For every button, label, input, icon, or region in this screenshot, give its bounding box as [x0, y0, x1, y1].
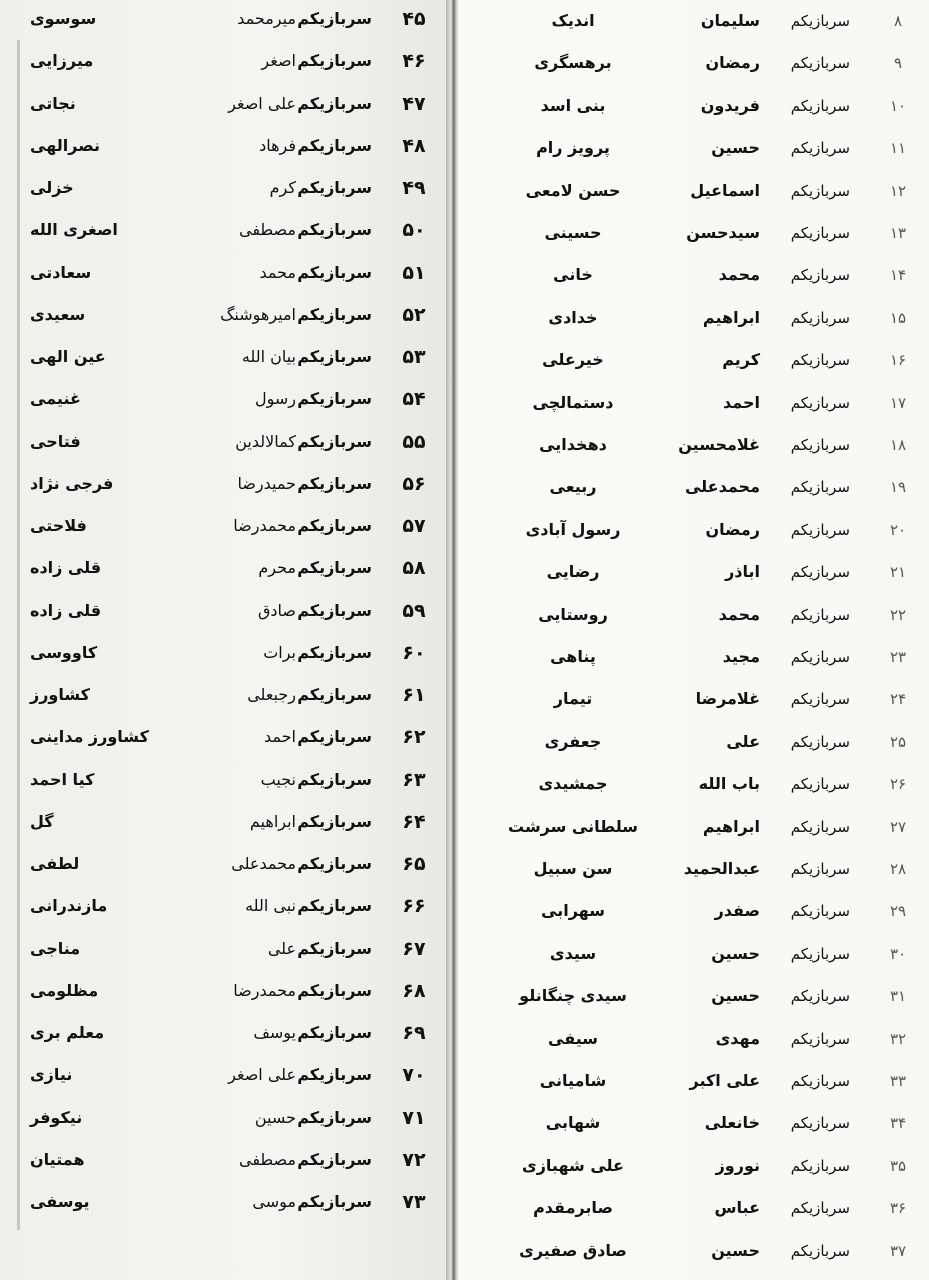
- first-name: حسین: [254, 1107, 296, 1127]
- row-number: ۲۵: [889, 732, 907, 751]
- last-name: حسن لامعی: [525, 180, 621, 200]
- first-name: صادق: [258, 600, 296, 620]
- first-name: احمد: [264, 727, 296, 747]
- first-name: کرم: [269, 178, 296, 197]
- rank-label: سربازیکم: [297, 558, 372, 578]
- rank-label: سربازیکم: [297, 135, 372, 155]
- row-number: ۵۴: [402, 388, 426, 411]
- rank-label: سربازیکم: [790, 139, 850, 158]
- row-number: ۴۸: [402, 134, 426, 157]
- first-name: حسین: [711, 986, 760, 1006]
- last-name: خیرعلی: [542, 350, 604, 370]
- row-number: ۶۰: [402, 641, 426, 664]
- row-number: ۵۷: [402, 515, 426, 537]
- roster-row: [458, 303, 929, 333]
- last-name: فلاحتی: [30, 516, 87, 535]
- row-number: ۴۵: [402, 8, 426, 30]
- row-number: ۱۹: [889, 478, 907, 497]
- first-name: عبدالحمید: [683, 859, 760, 878]
- last-name: پرویز رام: [536, 138, 610, 158]
- rank-label: سربازیکم: [297, 516, 372, 535]
- last-name: برهسگری: [534, 53, 612, 73]
- last-name: سن سبیل: [533, 859, 613, 878]
- first-name: محمد: [718, 265, 760, 285]
- first-name: ابراهیم: [702, 307, 760, 327]
- roster-row: [0, 638, 446, 668]
- row-number: ۲۱: [889, 563, 907, 582]
- row-number: ۵۲: [402, 303, 426, 326]
- first-name: بیان الله: [241, 347, 296, 366]
- last-name: یوسفی: [30, 1192, 90, 1211]
- last-name: شامیانی: [539, 1071, 607, 1090]
- roster-row: [458, 260, 929, 290]
- last-name: جمشیدی: [538, 774, 608, 794]
- first-name: حسین: [711, 943, 760, 963]
- rank-label: سربازیکم: [790, 96, 850, 115]
- roster-row: [0, 596, 446, 626]
- first-name: نوروز: [715, 1155, 760, 1175]
- roster-row: [458, 727, 929, 757]
- last-name: جعفری: [544, 731, 602, 751]
- rank-label: سربازیکم: [297, 854, 372, 873]
- rank-label: سربازیکم: [790, 732, 850, 751]
- row-number: ۶۱: [402, 684, 426, 706]
- roster-row: [0, 1018, 446, 1048]
- row-number: ۳۴: [889, 1114, 907, 1133]
- last-name: ربیعی: [549, 477, 597, 497]
- rank-label: سربازیکم: [297, 473, 372, 493]
- roster-row: [458, 388, 929, 418]
- rank-label: سربازیکم: [297, 347, 372, 366]
- roster-row: [0, 215, 446, 245]
- row-number: ۵۹: [402, 599, 426, 622]
- roster-row: [458, 1066, 929, 1096]
- roster-row: [0, 300, 446, 330]
- roster-row: [458, 1151, 929, 1181]
- row-number: ۱۳: [889, 224, 907, 242]
- rank-label: سربازیکم: [790, 648, 850, 666]
- rank-label: سربازیکم: [790, 520, 850, 539]
- last-name: همتیان: [30, 1149, 85, 1169]
- rank-label: سربازیکم: [790, 393, 850, 412]
- row-number: ۵۸: [402, 557, 426, 580]
- roster-row: [0, 342, 446, 372]
- rank-label: سربازیکم: [790, 987, 850, 1006]
- first-name: مجید: [722, 647, 760, 666]
- roster-row: [458, 812, 929, 842]
- roster-row: [458, 218, 929, 248]
- roster-row: [458, 1024, 929, 1054]
- rank-label: سربازیکم: [297, 642, 372, 662]
- rank-label: سربازیکم: [790, 690, 850, 709]
- first-name: کمالالدین: [235, 431, 296, 451]
- row-number: ۲۴: [889, 690, 907, 709]
- first-name: اباذر: [725, 562, 760, 582]
- first-name: غلامحسین: [678, 435, 760, 454]
- row-number: ۹: [893, 54, 903, 73]
- rank-label: سربازیکم: [790, 775, 850, 794]
- roster-row: [458, 1193, 929, 1223]
- first-name: احمد: [723, 392, 760, 412]
- last-name: نصرالهی: [30, 135, 100, 155]
- roster-row: [0, 807, 446, 837]
- roster-row: [0, 427, 446, 457]
- row-number: ۲۸: [889, 860, 907, 878]
- first-name: رمضان: [705, 53, 760, 73]
- row-number: ۴۶: [402, 50, 426, 73]
- row-number: ۲۳: [889, 648, 907, 666]
- first-name: محمدرضا: [233, 980, 296, 1000]
- first-name: علی اکبر: [689, 1071, 760, 1090]
- rank-label: سربازیکم: [790, 1114, 850, 1133]
- row-number: ۶۹: [402, 1022, 426, 1044]
- last-name: قلی زاده: [30, 558, 102, 578]
- first-name: محمد: [259, 262, 296, 282]
- first-name: علی اصغر: [228, 93, 296, 113]
- last-name: مظلومی: [30, 980, 99, 1000]
- rank-label: سربازیکم: [790, 224, 850, 242]
- rank-label: سربازیکم: [297, 938, 372, 958]
- last-name: صادق صفیری: [519, 1240, 627, 1260]
- first-name: فرهاد: [259, 135, 296, 155]
- last-name: خدادی: [548, 307, 598, 327]
- last-name: غنیمی: [30, 389, 81, 409]
- roster-row: [458, 684, 929, 714]
- rank-label: سربازیکم: [297, 1192, 372, 1211]
- last-name: دستمالچی: [532, 392, 614, 412]
- roster-row: [458, 769, 929, 799]
- first-name: میرمحمد: [237, 9, 296, 28]
- row-number: ۵۱: [402, 261, 426, 284]
- roster-row: [0, 891, 446, 921]
- rank-label: سربازیکم: [790, 563, 850, 582]
- first-name: کریم: [722, 350, 760, 370]
- last-name: کشاورز: [30, 685, 90, 704]
- first-name: رمضان: [705, 519, 760, 539]
- first-name: محمدعلی: [684, 477, 760, 497]
- last-name: حسینی: [544, 223, 602, 242]
- last-name: کیا احمد: [30, 769, 95, 789]
- roster-row: [458, 939, 929, 969]
- rank-label: سربازیکم: [297, 811, 372, 831]
- first-name: مهدی: [715, 1028, 760, 1048]
- rank-label: سربازیکم: [297, 389, 372, 409]
- last-name: سلطانی سرشت: [508, 816, 638, 836]
- first-name: ابراهیم: [702, 816, 760, 836]
- rank-label: سربازیکم: [790, 902, 850, 921]
- first-name: حسین: [711, 138, 760, 158]
- first-name: حسین: [711, 1240, 760, 1260]
- last-name: نجاتی: [30, 93, 76, 113]
- last-name: شهابی: [545, 1113, 601, 1133]
- first-name: اصغر: [261, 51, 296, 71]
- rank-label: سربازیکم: [297, 769, 372, 789]
- roster-row: [0, 1145, 446, 1175]
- roster-row: [0, 258, 446, 288]
- row-number: ۱۰: [889, 96, 907, 115]
- last-name: قلی زاده: [30, 600, 102, 620]
- rank-label: سربازیکم: [790, 54, 850, 73]
- row-number: ۳۳: [889, 1072, 907, 1090]
- row-number: ۱۴: [889, 266, 907, 285]
- row-number: ۳۲: [889, 1029, 907, 1048]
- rank-label: سربازیکم: [790, 266, 850, 285]
- last-name: سوسوی: [30, 9, 97, 28]
- last-name: سهرابی: [541, 901, 605, 921]
- roster-row: [0, 976, 446, 1006]
- row-number: ۵۵: [402, 430, 426, 453]
- rank-label: سربازیکم: [297, 51, 372, 71]
- rank-label: سربازیکم: [790, 860, 850, 878]
- rank-label: سربازیکم: [297, 1065, 372, 1085]
- row-number: ۱۱: [889, 139, 907, 158]
- row-number: ۷۲: [402, 1148, 426, 1171]
- roster-row: [458, 91, 929, 121]
- row-number: ۶۶: [402, 895, 426, 918]
- row-number: ۳۱: [889, 987, 907, 1006]
- roster-row: [0, 849, 446, 879]
- first-name: باب الله: [698, 774, 760, 794]
- first-name: سیدحسن: [686, 223, 760, 242]
- roster-row: [0, 511, 446, 541]
- last-name: گل: [30, 811, 54, 831]
- row-number: ۱۵: [889, 308, 907, 327]
- first-name: علی: [726, 731, 760, 751]
- first-name: امیرهوشنگ: [220, 304, 296, 324]
- first-name: محمد: [718, 604, 760, 624]
- first-name: محمدعلی: [231, 854, 296, 873]
- rank-label: سربازیکم: [297, 1023, 372, 1042]
- row-number: ۳۶: [889, 1199, 907, 1218]
- last-name: علی شهبازی: [522, 1155, 624, 1175]
- last-name: رسول آبادی: [525, 519, 621, 539]
- last-name: روستایی: [538, 604, 608, 624]
- rank-label: سربازیکم: [790, 1072, 850, 1090]
- roster-row: [458, 133, 929, 163]
- roster-row: [458, 6, 929, 36]
- rank-label: سربازیکم: [790, 605, 850, 624]
- roster-row: [458, 981, 929, 1011]
- roster-row: [458, 854, 929, 884]
- rank-label: سربازیکم: [297, 896, 372, 916]
- row-number: ۴۹: [402, 177, 426, 199]
- last-name: عین الهی: [30, 347, 106, 366]
- row-number: ۸: [893, 12, 903, 30]
- roster-row: [458, 1236, 929, 1266]
- row-number: ۱۸: [889, 436, 907, 454]
- rank-label: سربازیکم: [790, 181, 850, 200]
- rank-label: سربازیکم: [790, 1241, 850, 1260]
- first-name: یوسف: [253, 1023, 296, 1042]
- roster-row: [0, 384, 446, 414]
- row-number: ۲۷: [889, 817, 907, 836]
- row-number: ۳۵: [889, 1156, 907, 1175]
- last-name: سیفی: [548, 1028, 598, 1048]
- rank-label: سربازیکم: [790, 1199, 850, 1218]
- rank-label: سربازیکم: [297, 980, 372, 1000]
- first-name: موسی: [252, 1192, 296, 1211]
- last-name: نیازی: [30, 1065, 73, 1085]
- last-name: سعیدی: [30, 304, 86, 324]
- roster-row: [458, 557, 929, 587]
- first-name: مصطفی: [239, 220, 296, 240]
- row-number: ۶۴: [402, 810, 426, 833]
- row-number: ۱۲: [889, 181, 907, 200]
- last-name: نیکوفر: [30, 1107, 83, 1127]
- last-name: سعادتی: [30, 262, 92, 282]
- roster-row: [0, 1187, 446, 1217]
- roster-row: [0, 46, 446, 76]
- roster-row: [458, 430, 929, 460]
- roster-row: [458, 472, 929, 502]
- last-name: پناهی: [550, 647, 596, 666]
- first-name: خانعلی: [704, 1113, 760, 1133]
- rank-label: سربازیکم: [790, 1156, 850, 1175]
- roster-row: [458, 896, 929, 926]
- rank-label: سربازیکم: [297, 431, 372, 451]
- row-number: ۷۱: [402, 1106, 426, 1129]
- last-name: فتاحی: [30, 431, 81, 451]
- rank-label: سربازیکم: [297, 220, 372, 240]
- last-name: سیدی چنگانلو: [519, 986, 627, 1006]
- last-name: رضایی: [546, 562, 600, 582]
- first-name: علی اصغر: [228, 1065, 296, 1085]
- rank-label: سربازیکم: [790, 817, 850, 836]
- rank-label: سربازیکم: [790, 1029, 850, 1048]
- last-name: کاووسی: [30, 642, 98, 662]
- first-name: ابراهیم: [249, 811, 296, 831]
- row-number: ۶۸: [402, 979, 426, 1002]
- roster-row: [0, 680, 446, 710]
- roster-row: [0, 722, 446, 752]
- roster-row: [458, 642, 929, 672]
- roster-row: [0, 173, 446, 203]
- last-name: سیدی: [549, 943, 597, 963]
- row-number: ۵۶: [402, 472, 426, 495]
- roster-row: [0, 89, 446, 119]
- rank-label: سربازیکم: [297, 600, 372, 620]
- last-name: فرجی نژاد: [30, 473, 114, 493]
- rank-label: سربازیکم: [297, 93, 372, 113]
- last-name: معلم بری: [30, 1023, 105, 1042]
- row-number: ۶۷: [402, 937, 426, 960]
- row-number: ۱۶: [889, 351, 907, 370]
- rank-label: سربازیکم: [297, 1149, 372, 1169]
- rank-label: سربازیکم: [790, 308, 850, 327]
- rank-label: سربازیکم: [790, 436, 850, 454]
- first-name: رجبعلی: [247, 685, 296, 704]
- rank-label: سربازیکم: [790, 478, 850, 497]
- rank-label: سربازیکم: [790, 944, 850, 963]
- first-name: مصطفی: [239, 1149, 296, 1169]
- rank-label: سربازیکم: [297, 1107, 372, 1127]
- last-name: مناجی: [30, 938, 81, 958]
- rank-label: سربازیکم: [297, 727, 372, 747]
- rank-label: سربازیکم: [790, 12, 850, 30]
- row-number: ۴۷: [402, 92, 426, 115]
- roster-row: [458, 600, 929, 630]
- left-page: [0, 0, 452, 1280]
- roster-row: [0, 469, 446, 499]
- last-name: خانی: [553, 265, 593, 285]
- row-number: ۳۷: [889, 1241, 907, 1260]
- first-name: رسول: [254, 389, 296, 409]
- last-name: اصغری الله: [30, 220, 118, 240]
- roster-row: [0, 553, 446, 583]
- last-name: صابرمقدم: [533, 1198, 613, 1218]
- roster-row: [458, 1108, 929, 1138]
- rank-label: سربازیکم: [297, 178, 372, 197]
- roster-row: [0, 4, 446, 34]
- last-name: لطفی: [30, 854, 80, 873]
- row-number: ۲۹: [889, 902, 907, 921]
- row-number: ۱۷: [889, 393, 907, 412]
- first-name: غلامرضا: [695, 689, 760, 709]
- roster-row: [458, 176, 929, 206]
- last-name: کشاورز مداینی: [30, 727, 149, 747]
- roster-row: [458, 515, 929, 545]
- roster-row: [0, 1060, 446, 1090]
- row-number: ۳۰: [889, 944, 907, 963]
- roster-row: [458, 48, 929, 78]
- last-name: میرزایی: [30, 51, 94, 71]
- first-name: صفدر: [714, 901, 760, 921]
- first-name: نجیب: [260, 769, 296, 789]
- first-name: فریدون: [700, 95, 760, 115]
- roster-row: [0, 765, 446, 795]
- roster-row: [0, 1103, 446, 1133]
- row-number: ۵۳: [402, 346, 426, 368]
- row-number: ۵۰: [402, 219, 426, 242]
- row-number: ۶۲: [402, 726, 426, 749]
- row-number: ۲۰: [889, 520, 907, 539]
- row-number: ۷۳: [402, 1191, 426, 1213]
- first-name: برات: [263, 642, 296, 662]
- right-page: [458, 0, 929, 1280]
- first-name: عباس: [714, 1198, 760, 1218]
- rank-label: سربازیکم: [790, 351, 850, 370]
- row-number: ۲۲: [889, 605, 907, 624]
- rank-label: سربازیکم: [297, 304, 372, 324]
- first-name: سلیمان: [700, 11, 760, 30]
- last-name: خزلی: [30, 178, 74, 197]
- rank-label: سربازیکم: [297, 685, 372, 704]
- first-name: محمدرضا: [233, 516, 296, 535]
- first-name: حمیدرضا: [237, 473, 296, 493]
- row-number: ۶۵: [402, 853, 426, 875]
- roster-row: [0, 131, 446, 161]
- last-name: بنی اسد: [540, 95, 606, 115]
- roster-row: [0, 934, 446, 964]
- rank-label: سربازیکم: [297, 9, 372, 28]
- last-name: مازندرانی: [30, 896, 108, 916]
- first-name: اسماعیل: [690, 180, 760, 200]
- last-name: دهخدایی: [539, 435, 607, 454]
- last-name: اندیک: [551, 11, 595, 30]
- row-number: ۷۰: [402, 1064, 426, 1087]
- rank-label: سربازیکم: [297, 262, 372, 282]
- first-name: محرم: [258, 558, 296, 578]
- row-number: ۲۶: [889, 775, 907, 794]
- first-name: نبی الله: [245, 896, 296, 916]
- first-name: علی: [267, 938, 296, 958]
- roster-row: [458, 345, 929, 375]
- row-number: ۶۳: [402, 768, 426, 791]
- last-name: تیمار: [553, 689, 593, 709]
